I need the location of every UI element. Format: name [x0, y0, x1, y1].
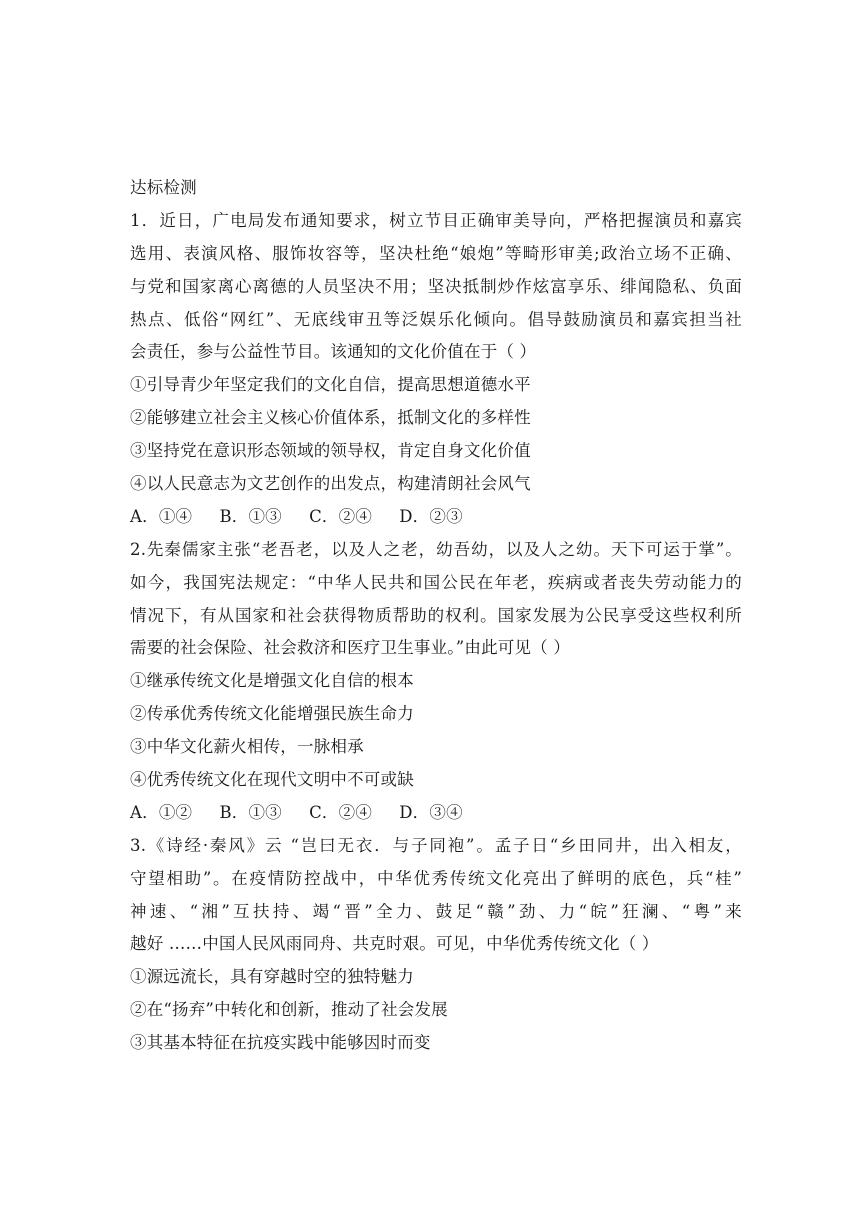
answer-choices: A．①④ B．①③ C．②④ D．②③	[130, 506, 463, 526]
option-item: ②在“扬弃”中转化和创新，推动了社会发展	[130, 1000, 448, 1020]
option-item: ①引导青少年坚定我们的文化自信，提高思想道德水平	[130, 375, 531, 395]
option-item: ③坚持党在意识形态领域的领导权，肯定自身文化价值	[130, 441, 531, 461]
option-item: ①源远流长，具有穿越时空的独特魅力	[130, 967, 414, 987]
option-item: ②传承优秀传统文化能增强民族生命力	[130, 704, 414, 724]
question-text-line: 1．近日，广电局发布通知要求，树立节目正确审美导向，严格把握演员和嘉宾	[130, 210, 742, 230]
option-item: ④优秀传统文化在现代文明中不可或缺	[130, 770, 414, 790]
option-item: ②能够建立社会主义核心价值体系，抵制文化的多样性	[130, 408, 531, 428]
question-1	[130, 205, 742, 534]
question-3	[130, 830, 742, 1060]
option-item: ①继承传统文化是增强文化自信的根本	[130, 671, 414, 691]
question-2	[130, 534, 742, 830]
question-text-line: 3.《诗经·秦风》云 “岂曰无衣．与子同袍”。孟子日“乡田同井，出入相友，	[130, 835, 742, 855]
question-text-line: 2.先秦儒家主张“老吾老，以及人之老，幼吾幼，以及人之幼。天下可运于掌”。	[130, 539, 742, 559]
option-item: ④以人民意志为文艺创作的出发点，构建清朗社会风气	[130, 474, 531, 494]
question-text-line: 情况下，有从国家和社会获得物质帮助的权利。国家发展为公民享受这些权利所	[130, 605, 742, 625]
question-text-line: 会责任，参与公益性节目。该通知的文化价值在于（ ）	[130, 342, 537, 362]
option-item: ③其基本特征在抗疫实践中能够因时而变	[130, 1033, 431, 1053]
question-text-line: 如今，我国宪法规定：“中华人民共和国公民在年老，疾病或者丧失劳动能力的	[130, 572, 742, 592]
question-text-line: 神速、“湘”互扶持、竭“晋”全力、鼓足“赣”劲、力“皖”狂澜、“粤”来	[130, 901, 742, 921]
question-text-line: 热点、低俗“网红”、无底线审丑等泛娱乐化倾向。倡导鼓励演员和嘉宾担当社	[130, 309, 742, 329]
section-title: 达标检测	[130, 178, 197, 197]
question-text-line: 选用、表演风格、服饰妆容等，坚决杜绝“娘炮”等畸形审美;政治立场不正确、	[130, 243, 742, 263]
question-text-line: 与党和国家离心离德的人员坚决不用；坚决抵制炒作炫富享乐、绯闻隐私、负面	[130, 276, 742, 296]
document-content	[130, 172, 742, 1060]
option-item: ③中华文化薪火相传，一脉相承	[130, 737, 364, 757]
question-text-line: 守望相助”。在疫情防控战中，中华优秀传统文化亮出了鲜明的底色，兵“桂”	[130, 868, 742, 888]
answer-choices: A．①② B．①③ C．②④ D．③④	[130, 802, 463, 822]
question-text-line: 需要的社会保险、社会救济和医疗卫生事业。”由此可见（ ）	[130, 638, 571, 658]
question-text-line: 越好 ……中国人民风雨同舟、共克时艰。可见，中华优秀传统文化（ ）	[130, 934, 659, 954]
